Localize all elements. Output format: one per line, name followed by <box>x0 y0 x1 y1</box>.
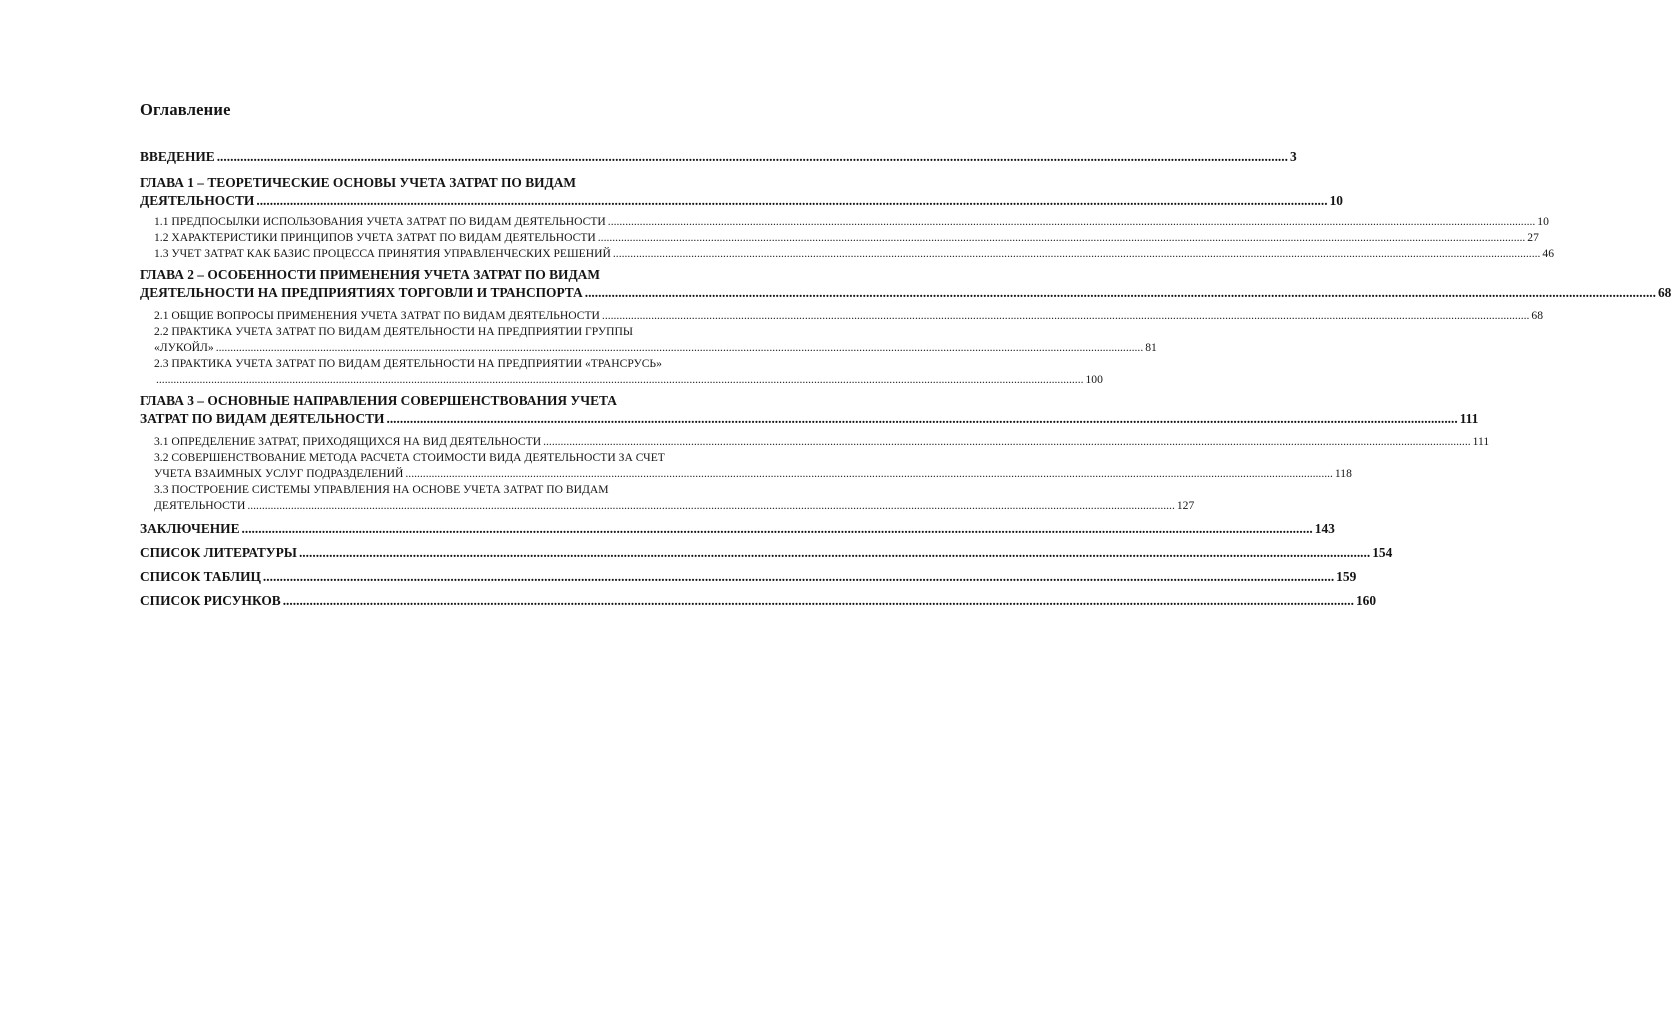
toc-page-number: 111 <box>1459 411 1479 426</box>
toc-entry-chapter-3[interactable] <box>140 392 1479 428</box>
toc-entry-chapter-2[interactable] <box>140 266 1671 302</box>
toc-page-number: 159 <box>1336 569 1357 584</box>
toc-page-number: 127 <box>1176 499 1195 512</box>
toc-entry-label-cont: ДЕЯТЕЛЬНОСТИ <box>154 499 246 512</box>
toc-entry-label: 2.3 ПРАКТИКА УЧЕТА ЗАТРАТ ПО ВИДАМ ДЕЯТЕЛЬНОСТИ НА ПРЕДПРИЯТИИ «ТРАНСРУСЬ» <box>154 357 662 370</box>
toc-page-number: 111 <box>1472 435 1490 448</box>
toc-entry-label: 3.3 ПОСТРОЕНИЕ СИСТЕМЫ УПРАВЛЕНИЯ НА ОСНОВЕ УЧЕТА ЗАТРАТ ПО ВИДАМ <box>154 483 609 496</box>
toc-entry-tables[interactable] <box>140 568 1357 586</box>
toc-entry-label: СПИСОК ЛИТЕРАТУРЫ <box>140 545 297 560</box>
toc-page-number: 154 <box>1372 545 1393 560</box>
toc-page-number: 68 <box>1657 285 1671 300</box>
toc-entry-literature[interactable] <box>140 544 1393 562</box>
toc-entry-label: 1.2 ХАРАКТЕРИСТИКИ ПРИНЦИПОВ УЧЕТА ЗАТРАТ ПО ВИДАМ ДЕЯТЕЛЬНОСТИ <box>154 231 596 244</box>
toc-page-number: 46 <box>1542 247 1554 260</box>
toc-entry-label: ВВЕДЕНИЕ <box>140 149 215 164</box>
toc-entry-label: ГЛАВА 3 – ОСНОВНЫЕ НАПРАВЛЕНИЯ СОВЕРШЕНСТВОВАНИЯ УЧЕТА <box>140 393 617 408</box>
toc-entry-2-2[interactable] <box>140 324 1157 356</box>
toc-entry-label: 3.2 СОВЕРШЕНСТВОВАНИЕ МЕТОДА РАСЧЕТА СТОИМОСТИ ВИДА ДЕЯТЕЛЬНОСТИ ЗА СЧЕТ <box>154 451 665 464</box>
toc-entry-label: СПИСОК ТАБЛИЦ <box>140 569 261 584</box>
toc-page-number: 118 <box>1334 467 1352 480</box>
toc-page-number: 160 <box>1355 593 1377 608</box>
toc-entry-chapter-1[interactable] <box>140 174 1343 210</box>
toc-page-number: 10 <box>1537 215 1549 228</box>
leader-dots <box>386 410 1457 428</box>
toc-entry-label: ГЛАВА 1 – ТЕОРЕТИЧЕСКИЕ ОСНОВЫ УЧЕТА ЗАТРАТ ПО ВИДАМ <box>140 175 577 190</box>
toc-page-number: 100 <box>1085 373 1103 386</box>
leader-dots <box>247 498 1175 514</box>
toc-entry-label: 2.2 ПРАКТИКА УЧЕТА ЗАТРАТ ПО ВИДАМ ДЕЯТЕЛЬНОСТИ НА ПРЕДПРИЯТИИ ГРУППЫ <box>154 325 633 338</box>
toc-entry-label: 3.1 ОПРЕДЕЛЕНИЕ ЗАТРАТ, ПРИХОДЯЩИХСЯ НА ВИД ДЕЯТЕЛЬНОСТИ <box>154 435 542 448</box>
leader-dots <box>585 284 1656 302</box>
toc-entry-2-3[interactable] <box>140 356 1103 388</box>
leader-dots <box>613 246 1541 262</box>
toc-entry-label-cont: ЗАТРАТ ПО ВИДАМ ДЕЯТЕЛЬНОСТИ <box>140 411 385 426</box>
leader-dots <box>405 466 1333 482</box>
leader-dots <box>608 214 1536 230</box>
toc-page-number: 27 <box>1527 231 1539 244</box>
toc-page-number: 143 <box>1314 521 1335 536</box>
toc-entry-1-2[interactable] <box>140 230 1539 246</box>
toc-page-number: 3 <box>1289 149 1297 164</box>
toc-entry-1-1[interactable] <box>140 214 1549 230</box>
toc-entry-label: 1.1 ПРЕДПОСЫЛКИ ИСПОЛЬЗОВАНИЯ УЧЕТА ЗАТРАТ ПО ВИДАМ ДЕЯТЕЛЬНОСТИ <box>154 215 606 228</box>
leader-dots <box>217 148 1288 166</box>
leader-dots <box>543 434 1471 450</box>
toc-entry-label-cont: УЧЕТА ВЗАИМНЫХ УСЛУГ ПОДРАЗДЕЛЕНИЙ <box>154 467 404 480</box>
toc-entry-label: 2.1 ОБЩИЕ ВОПРОСЫ ПРИМЕНЕНИЯ УЧЕТА ЗАТРАТ ПО ВИДАМ ДЕЯТЕЛЬНОСТИ <box>154 309 600 322</box>
page-title: Оглавление <box>140 100 231 119</box>
leader-dots <box>299 544 1370 562</box>
toc-entry-label: 1.3 УЧЕТ ЗАТРАТ КАК БАЗИС ПРОЦЕССА ПРИНЯТИЯ УПРАВЛЕНЧЕСКИХ РЕШЕНИЙ <box>154 247 611 260</box>
toc-entry-figures[interactable] <box>140 592 1377 610</box>
toc-entry-2-1[interactable] <box>140 308 1544 324</box>
toc-page-number: 68 <box>1531 309 1544 322</box>
toc-entry-label-cont: ДЕЯТЕЛЬНОСТИ НА ПРЕДПРИЯТИЯХ ТОРГОВЛИ И ТРАНСПОРТА <box>140 285 583 300</box>
leader-dots <box>263 568 1334 586</box>
leader-dots <box>242 520 1313 538</box>
leader-dots <box>216 340 1144 356</box>
toc-entry-label-cont: «ЛУКОЙЛ» <box>154 341 214 354</box>
toc-entry-3-1[interactable] <box>140 434 1490 450</box>
toc-entry-intro[interactable] <box>140 148 1297 166</box>
leader-dots <box>598 230 1526 246</box>
toc-entry-label-cont: ДЕЯТЕЛЬНОСТИ <box>140 193 255 208</box>
toc-page-number: 10 <box>1329 193 1343 208</box>
toc-entry-3-2[interactable] <box>140 450 1352 482</box>
toc-entry-label: СПИСОК РИСУНКОВ <box>140 593 281 608</box>
leader-dots <box>283 592 1354 610</box>
leader-dots <box>602 308 1530 324</box>
toc-entry-label: ГЛАВА 2 – ОСОБЕННОСТИ ПРИМЕНЕНИЯ УЧЕТА ЗАТРАТ ПО ВИДАМ <box>140 267 600 282</box>
leader-dots <box>256 192 1327 210</box>
toc-page-number: 81 <box>1145 341 1157 354</box>
toc-entry-1-3[interactable] <box>140 246 1554 262</box>
toc-entry-label: ЗАКЛЮЧЕНИЕ <box>140 521 240 536</box>
leader-dots <box>156 372 1084 388</box>
table-of-contents <box>140 148 1671 610</box>
toc-entry-3-3[interactable] <box>140 482 1195 514</box>
toc-entry-conclusion[interactable] <box>140 520 1335 538</box>
